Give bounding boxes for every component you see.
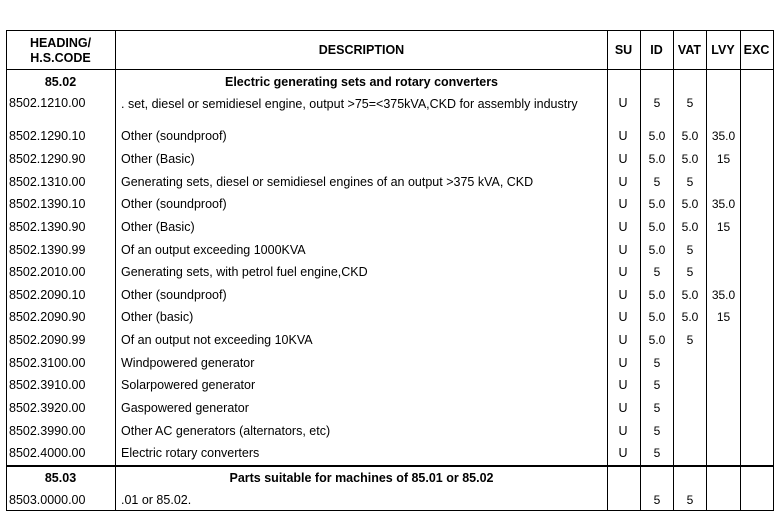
row-code: 8502.1290.10 xyxy=(9,129,86,143)
row-id: 5 xyxy=(653,401,661,415)
row-su: U xyxy=(618,197,628,211)
row-id: 5 xyxy=(653,96,661,110)
header-code-line2: H.S.CODE xyxy=(30,51,91,65)
row-description: .01 or 85.02. xyxy=(121,493,192,507)
section-title: Parts suitable for machines of 85.01 or 85.02 xyxy=(229,471,494,485)
row-vat: 5.0 xyxy=(681,197,699,211)
row-lvy: 15 xyxy=(716,152,731,166)
header-exc: EXC xyxy=(743,43,770,57)
row-id: 5.0 xyxy=(648,152,666,166)
row-vat: 5 xyxy=(686,493,694,507)
header-divider xyxy=(6,69,774,70)
row-code: 8502.3920.00 xyxy=(9,401,86,415)
header-su: SU xyxy=(614,43,633,57)
row-description: Other (Basic) xyxy=(121,220,195,234)
row-code: 8502.1210.00 xyxy=(9,96,86,110)
row-id: 5 xyxy=(653,493,661,507)
row-description: Of an output exceeding 1000KVA xyxy=(121,243,306,257)
row-id: 5 xyxy=(653,424,661,438)
column-divider xyxy=(115,30,116,511)
row-id: 5 xyxy=(653,175,661,189)
row-code: 8502.1390.99 xyxy=(9,243,86,257)
row-su: U xyxy=(618,129,628,143)
section-heading: 85.02 xyxy=(44,75,77,89)
section-heading: 85.03 xyxy=(44,471,77,485)
row-su: U xyxy=(618,424,628,438)
row-description: Gaspowered generator xyxy=(121,401,249,415)
row-code: 8502.1310.00 xyxy=(9,175,86,189)
row-lvy: 15 xyxy=(716,310,731,324)
row-su: U xyxy=(618,152,628,166)
row-code: 8502.2090.10 xyxy=(9,288,86,302)
row-code: 8502.1390.90 xyxy=(9,220,86,234)
row-vat: 5 xyxy=(686,333,694,347)
row-vat: 5.0 xyxy=(681,152,699,166)
row-description: . set, diesel or semidiesel engine, output >75=<375kVA,CKD for assembly industry xyxy=(121,97,578,111)
header-code-line1: HEADING/ xyxy=(29,36,92,50)
row-id: 5.0 xyxy=(648,333,666,347)
row-su: U xyxy=(618,175,628,189)
row-su: U xyxy=(618,356,628,370)
row-description: Other (soundproof) xyxy=(121,197,227,211)
row-description: Generating sets, diesel or semidiesel engines of an output >375 kVA, CKD xyxy=(121,175,534,189)
header-id: ID xyxy=(650,43,663,57)
header-vat: VAT xyxy=(677,43,702,57)
row-code: 8502.2010.00 xyxy=(9,265,86,279)
section-title: Electric generating sets and rotary converters xyxy=(224,75,499,89)
row-code: 8502.2090.90 xyxy=(9,310,86,324)
row-id: 5.0 xyxy=(648,197,666,211)
row-id: 5.0 xyxy=(648,243,666,257)
row-code: 8502.3100.00 xyxy=(9,356,86,370)
row-lvy: 35.0 xyxy=(711,288,736,302)
row-su: U xyxy=(618,310,628,324)
row-su: U xyxy=(618,243,628,257)
row-description: Generating sets, with petrol fuel engine,CKD xyxy=(121,265,368,279)
row-vat: 5 xyxy=(686,175,694,189)
table-border-bottom xyxy=(6,510,774,511)
row-code: 8503.0000.00 xyxy=(9,493,86,507)
row-code: 8502.1390.10 xyxy=(9,197,86,211)
row-su: U xyxy=(618,220,628,234)
row-description: Other (Basic) xyxy=(121,152,195,166)
header-lvy: LVY xyxy=(711,43,735,57)
row-description: Solarpowered generator xyxy=(121,378,256,392)
section-divider xyxy=(6,465,774,467)
row-vat: 5.0 xyxy=(681,288,699,302)
table-border-right xyxy=(773,30,774,511)
row-description: Electric rotary converters xyxy=(121,446,260,460)
header-description: DESCRIPTION xyxy=(318,43,405,57)
row-id: 5.0 xyxy=(648,220,666,234)
row-vat: 5.0 xyxy=(681,220,699,234)
row-id: 5.0 xyxy=(648,288,666,302)
row-su: U xyxy=(618,446,628,460)
row-id: 5 xyxy=(653,356,661,370)
row-id: 5.0 xyxy=(648,310,666,324)
row-code: 8502.1290.90 xyxy=(9,152,86,166)
row-code: 8502.4000.00 xyxy=(9,446,86,460)
table-border-top xyxy=(6,30,774,31)
row-description: Other (basic) xyxy=(121,310,194,324)
row-su: U xyxy=(618,401,628,415)
row-lvy: 35.0 xyxy=(711,197,736,211)
row-id: 5 xyxy=(653,446,661,460)
row-vat: 5 xyxy=(686,96,694,110)
row-vat: 5.0 xyxy=(681,129,699,143)
row-vat: 5.0 xyxy=(681,310,699,324)
row-description: Other (soundproof) xyxy=(121,129,227,143)
row-su: U xyxy=(618,288,628,302)
row-vat: 5 xyxy=(686,265,694,279)
row-id: 5.0 xyxy=(648,129,666,143)
row-code: 8502.2090.99 xyxy=(9,333,86,347)
row-code: 8502.3910.00 xyxy=(9,378,86,392)
column-divider xyxy=(706,30,707,511)
row-id: 5 xyxy=(653,378,661,392)
row-lvy: 35.0 xyxy=(711,129,736,143)
row-id: 5 xyxy=(653,265,661,279)
row-description: Other AC generators (alternators, etc) xyxy=(121,424,331,438)
row-su: U xyxy=(618,265,628,279)
row-description: Windpowered generator xyxy=(121,356,255,370)
row-su: U xyxy=(618,96,628,110)
row-su: U xyxy=(618,333,628,347)
row-vat: 5 xyxy=(686,243,694,257)
row-description: Of an output not exceeding 10KVA xyxy=(121,333,313,347)
row-su: U xyxy=(618,378,628,392)
column-divider xyxy=(740,30,741,511)
row-lvy: 15 xyxy=(716,220,731,234)
table-border-left xyxy=(6,30,7,511)
row-description: Other (soundproof) xyxy=(121,288,227,302)
row-code: 8502.3990.00 xyxy=(9,424,86,438)
